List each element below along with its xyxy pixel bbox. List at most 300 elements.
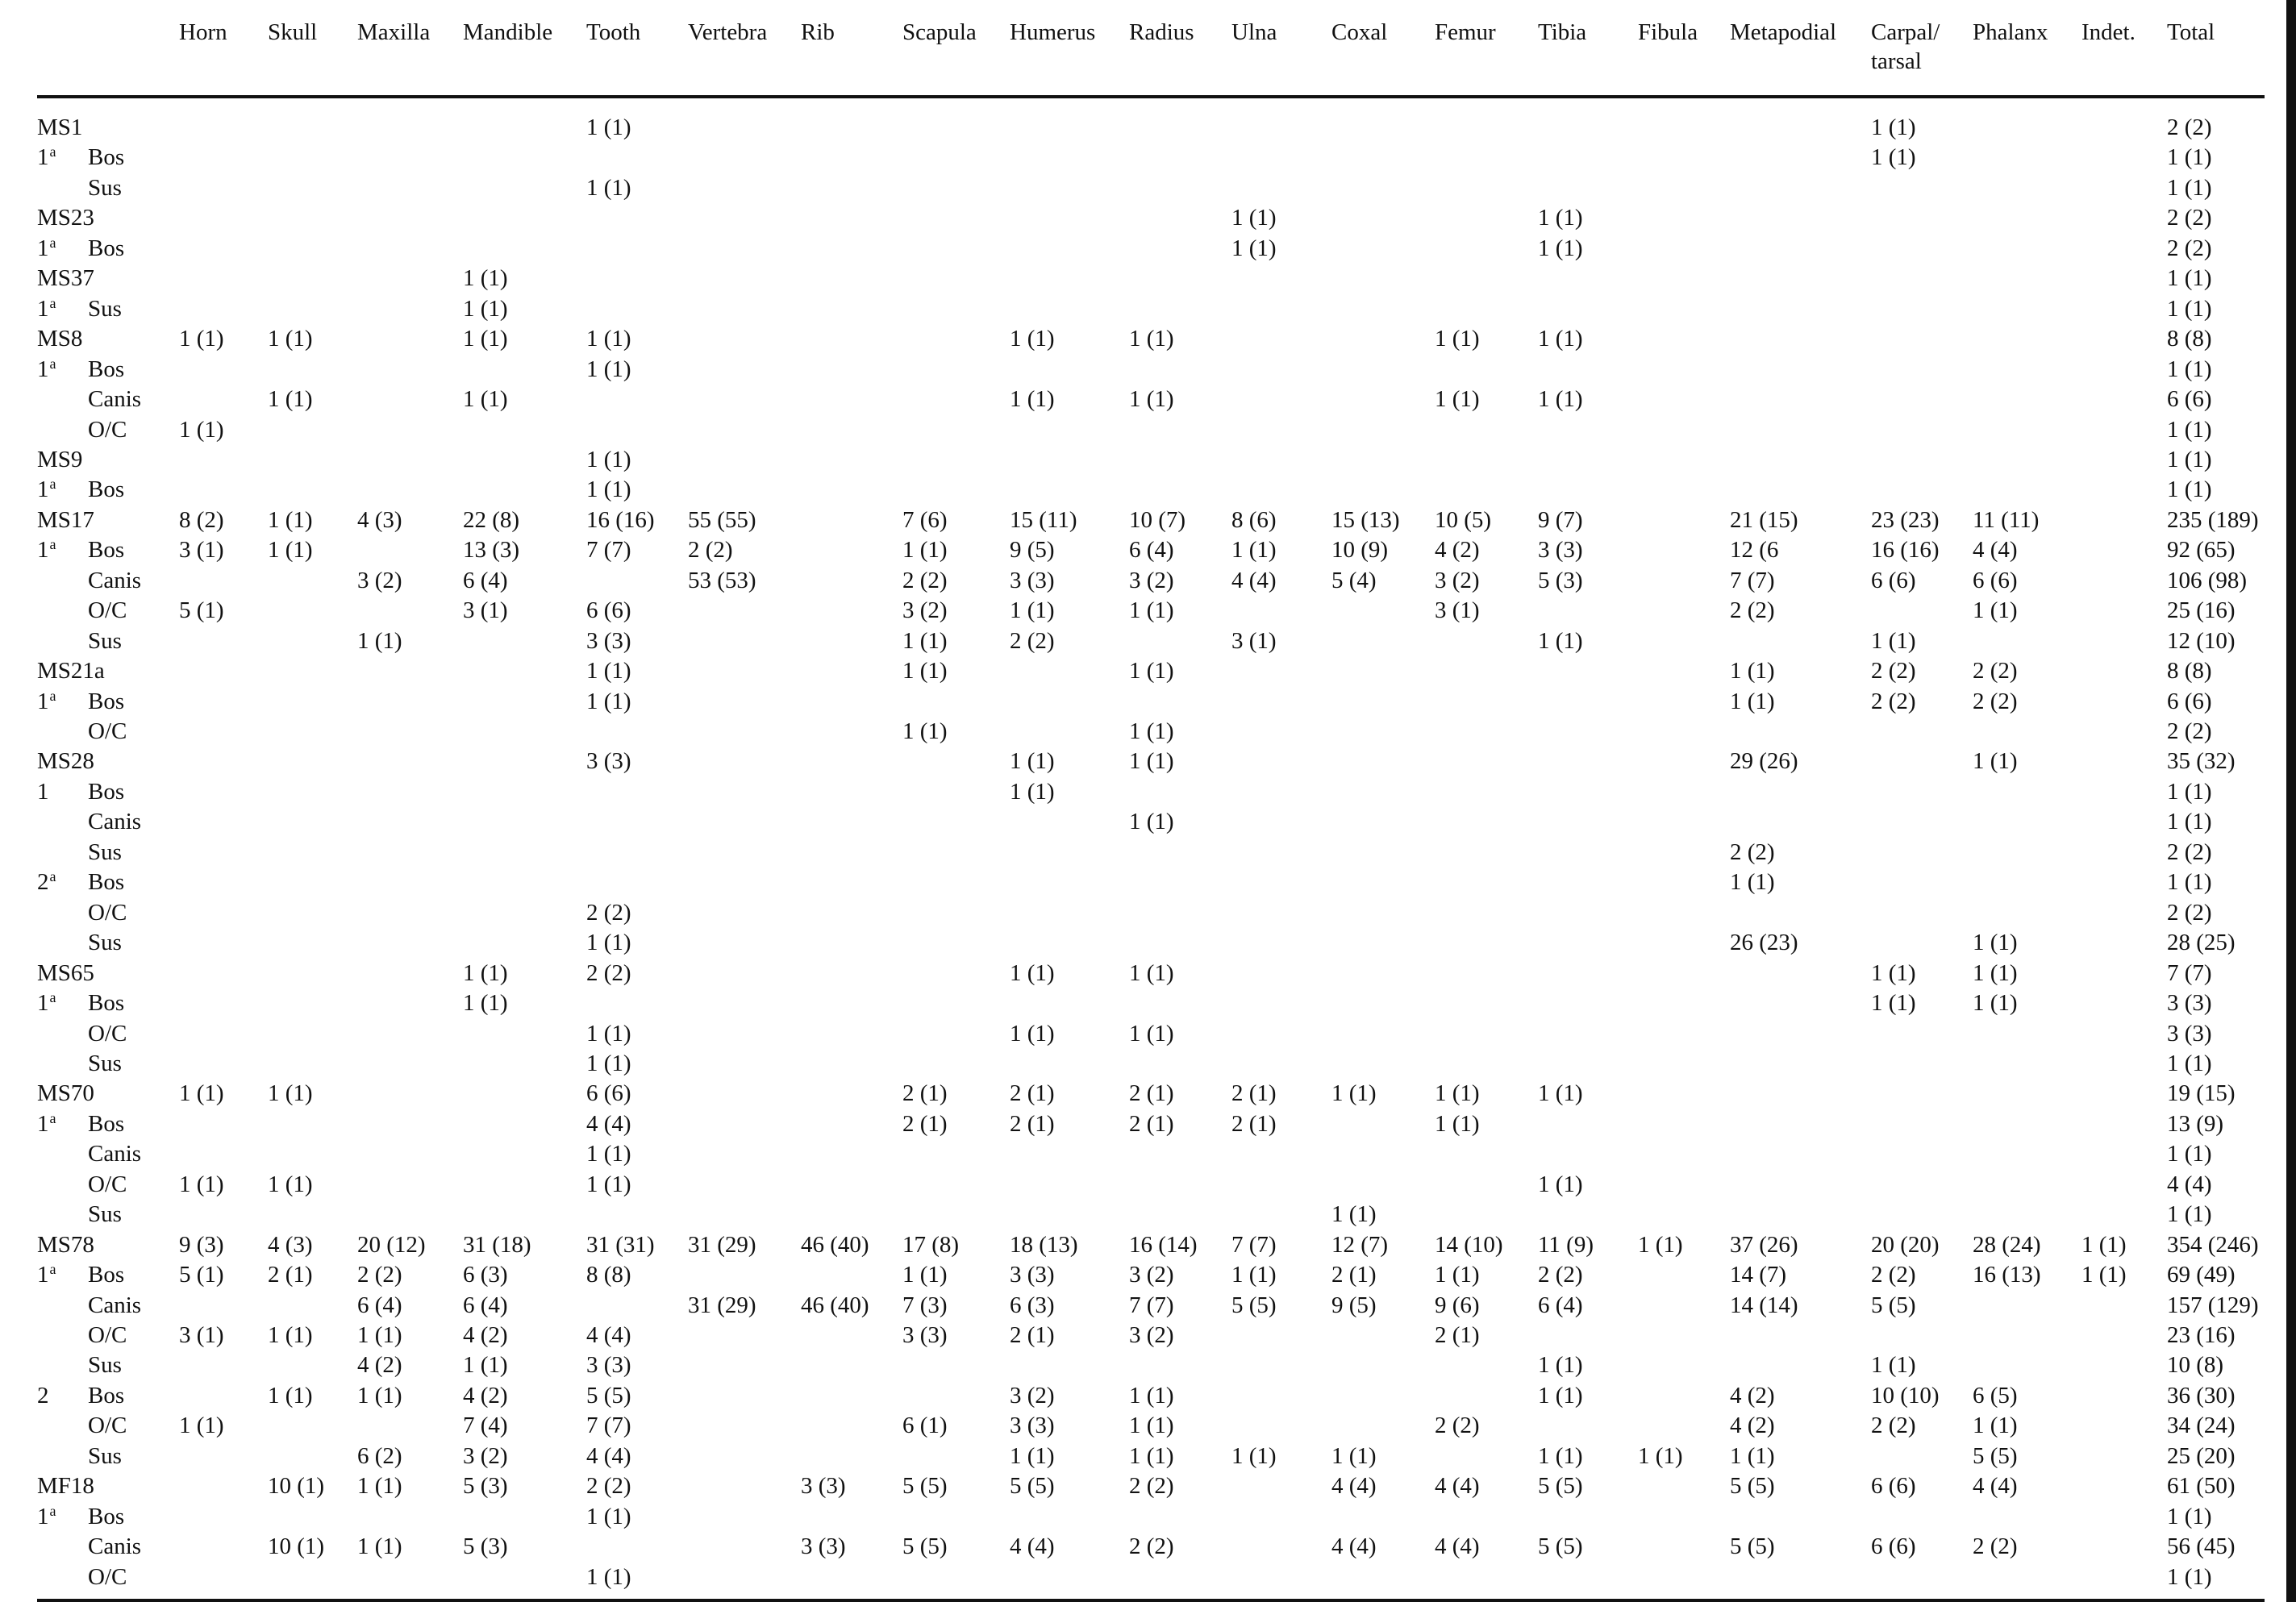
cell-carpal-tarsal: 16 (16) [1871,537,1940,564]
cell-radius: 16 (14) [1129,1231,1198,1258]
cell-mandible: 5 (3) [463,1473,508,1500]
cell-tibia: 1 (1) [1538,1382,1583,1409]
cell-humerus: 1 (1) [1010,778,1055,805]
phase-label [37,294,56,327]
cell-total: 1 (1) [2167,174,2212,201]
cell-coxal: 1 (1) [1331,1442,1377,1469]
table-row [0,234,2282,264]
cell-rib: 46 (40) [801,1292,869,1318]
cell-tooth: 8 (8) [586,1262,631,1288]
cell-radius: 2 (2) [1129,1533,1174,1560]
cell-radius: 1 (1) [1129,386,1174,413]
cell-tooth: 2 (2) [586,1473,631,1500]
cell-horn: 1 (1) [179,1171,224,1197]
taxon-label: Sus [88,838,122,865]
cell-total: 6 (6) [2167,386,2212,413]
site-label: MS21a [37,658,105,684]
cell-carpal-tarsal: 6 (6) [1871,567,1916,593]
column-header-metapodial: Metapodial [1730,19,1837,45]
cell-carpal-tarsal: 6 (6) [1871,1473,1916,1500]
cell-horn: 1 (1) [179,416,224,443]
table-row [0,1170,2282,1200]
cell-phalanx: 4 (4) [1973,1473,2018,1500]
taxon-label: Bos [88,778,125,805]
phase-number: 1 [37,990,49,1017]
cell-total: 1 (1) [2167,416,2212,443]
cell-tooth: 1 (1) [586,658,631,684]
taxon-label: O/C [88,718,127,744]
cell-radius: 10 (7) [1129,506,1186,533]
column-header-femur: Femur [1435,19,1496,45]
cell-vertebra: 31 (29) [688,1292,756,1318]
cell-carpal-tarsal: 1 (1) [1871,959,1916,986]
cell-metapodial: 1 (1) [1730,1442,1775,1469]
cell-rib: 3 (3) [801,1533,846,1560]
cell-phalanx: 4 (4) [1973,537,2018,564]
cell-femur: 9 (6) [1435,1292,1480,1318]
cell-ulna: 3 (1) [1231,627,1277,654]
table-row [0,717,2282,747]
cell-tooth: 4 (4) [586,1322,631,1348]
cell-mandible: 1 (1) [463,386,508,413]
cell-carpal-tarsal: 1 (1) [1871,627,1916,654]
table-row [0,143,2282,173]
cell-metapodial: 1 (1) [1730,688,1775,714]
cell-skull: 1 (1) [268,1382,313,1409]
cell-mandible: 1 (1) [463,265,508,292]
cell-total: 25 (20) [2167,1442,2236,1469]
phase-label [37,868,56,900]
cell-tooth: 1 (1) [586,1503,631,1529]
cell-scapula: 2 (2) [902,567,948,593]
cell-phalanx: 28 (24) [1973,1231,2041,1258]
phase-label [37,1260,56,1292]
cell-metapodial: 26 (23) [1730,930,1798,956]
cell-carpal-tarsal: 2 (2) [1871,658,1916,684]
column-header-coxal: Coxal [1331,19,1388,45]
cell-tooth: 2 (2) [586,959,631,986]
cell-scapula: 3 (3) [902,1322,948,1348]
cell-femur: 1 (1) [1435,386,1480,413]
cell-total: 354 (246) [2167,1231,2259,1258]
cell-femur: 4 (4) [1435,1533,1480,1560]
cell-femur: 14 (10) [1435,1231,1503,1258]
phase-footnote-marker: a [49,1261,56,1278]
table-row [0,868,2282,897]
cell-total: 56 (45) [2167,1533,2236,1560]
phase-label [37,1381,49,1411]
cell-metapodial: 4 (2) [1730,1413,1775,1439]
column-header-tooth: Tooth [586,19,641,45]
cell-tibia: 11 (9) [1538,1231,1594,1258]
cell-total: 61 (50) [2167,1473,2236,1500]
taxon-label: Bos [88,476,125,503]
cell-tibia: 1 (1) [1538,627,1583,654]
cell-radius: 1 (1) [1129,1442,1174,1469]
cell-horn: 5 (1) [179,1262,224,1288]
cell-tibia: 1 (1) [1538,1442,1583,1469]
table-row [0,535,2282,565]
cell-phalanx: 1 (1) [1973,959,2018,986]
cell-carpal-tarsal: 1 (1) [1871,1352,1916,1379]
cell-maxilla: 6 (2) [357,1442,402,1469]
cell-total: 1 (1) [2167,356,2212,382]
column-header-tibia: Tibia [1538,19,1587,45]
cell-skull: 1 (1) [268,1171,313,1197]
site-label: MS37 [37,265,94,292]
phase-label [37,1502,56,1534]
cell-maxilla: 1 (1) [357,1382,402,1409]
cell-vertebra: 31 (29) [688,1231,756,1258]
cell-total: 34 (24) [2167,1413,2236,1439]
cell-coxal: 5 (4) [1331,567,1377,593]
cell-radius: 6 (4) [1129,537,1174,564]
cell-horn: 9 (3) [179,1231,224,1258]
table-row [0,475,2282,505]
cell-ulna: 2 (1) [1231,1080,1277,1107]
cell-total: 1 (1) [2167,1141,2212,1167]
table-row [0,1200,2282,1230]
phase-number: 1 [37,1503,49,1529]
table-row [0,1291,2282,1321]
taxon-label: Canis [88,1141,142,1167]
cell-scapula: 1 (1) [902,1262,948,1288]
cell-tibia: 5 (5) [1538,1533,1583,1560]
cell-radius: 1 (1) [1129,1413,1174,1439]
column-header-mandible: Mandible [463,19,553,45]
phase-footnote-marker: a [49,144,56,160]
column-header-scapula: Scapula [902,19,977,45]
taxon-label: Bos [88,869,125,896]
phase-number: 1 [37,144,49,171]
taxon-label: Bos [88,688,125,714]
phase-number: 2 [37,1382,49,1409]
cell-maxilla: 20 (12) [357,1231,426,1258]
cell-mandible: 6 (3) [463,1262,508,1288]
cell-horn: 3 (1) [179,1322,224,1348]
cell-coxal: 1 (1) [1331,1201,1377,1228]
cell-humerus: 9 (5) [1010,537,1055,564]
cell-ulna: 1 (1) [1231,235,1277,261]
cell-mandible: 1 (1) [463,990,508,1017]
cell-ulna: 4 (4) [1231,567,1277,593]
table-row [0,1411,2282,1441]
phase-number: 2 [37,869,49,896]
cell-carpal-tarsal: 5 (5) [1871,1292,1916,1318]
cell-total: 8 (8) [2167,326,2212,352]
cell-horn: 1 (1) [179,1413,224,1439]
table-row [0,1532,2282,1562]
cell-radius: 7 (7) [1129,1292,1174,1318]
phase-label [37,475,56,507]
taxon-label: O/C [88,1413,127,1439]
cell-coxal: 15 (13) [1331,506,1400,533]
table-row [0,1230,2282,1260]
cell-total: 2 (2) [2167,235,2212,261]
phase-number: 1 [37,537,49,564]
cell-maxilla: 4 (2) [357,1352,402,1379]
table-row [0,1471,2282,1501]
taxon-label: Bos [88,356,125,382]
phase-label [37,355,56,387]
cell-total: 69 (49) [2167,1262,2236,1288]
cell-total: 1 (1) [2167,265,2212,292]
cell-femur: 4 (2) [1435,537,1480,564]
phase-number: 1 [37,356,49,382]
cell-total: 7 (7) [2167,959,2212,986]
table-row [0,324,2282,354]
taxon-label: Sus [88,930,122,956]
cell-tooth: 7 (7) [586,537,631,564]
cell-metapodial: 14 (7) [1730,1262,1787,1288]
cell-femur: 1 (1) [1435,326,1480,352]
cell-tooth: 1 (1) [586,1050,631,1076]
site-label: MF18 [37,1473,94,1500]
cell-total: 1 (1) [2167,1201,2212,1228]
site-label: MS70 [37,1080,94,1107]
cell-tooth: 1 (1) [586,1563,631,1590]
table-row [0,777,2282,807]
cell-femur: 2 (2) [1435,1413,1480,1439]
cell-humerus: 1 (1) [1010,386,1055,413]
cell-mandible: 3 (1) [463,597,508,624]
cell-humerus: 6 (3) [1010,1292,1055,1318]
cell-ulna: 5 (5) [1231,1292,1277,1318]
cell-femur: 10 (5) [1435,506,1492,533]
cell-scapula: 6 (1) [902,1413,948,1439]
taxon-label: Sus [88,174,122,201]
cell-phalanx: 1 (1) [1973,930,2018,956]
site-label: MS8 [37,326,83,352]
cell-tooth: 4 (4) [586,1110,631,1137]
phase-footnote-marker: a [49,234,56,251]
taxon-label: Bos [88,1382,125,1409]
site-label: MS65 [37,959,94,986]
phase-number: 1 [37,476,49,503]
cell-coxal: 10 (9) [1331,537,1389,564]
cell-metapodial: 5 (5) [1730,1473,1775,1500]
cell-femur: 1 (1) [1435,1110,1480,1137]
cell-humerus: 1 (1) [1010,748,1055,775]
cell-mandible: 22 (8) [463,506,520,533]
site-label: MS17 [37,506,94,533]
cell-tibia: 6 (4) [1538,1292,1583,1318]
cell-coxal: 2 (1) [1331,1262,1377,1288]
cell-tooth: 2 (2) [586,899,631,926]
cell-carpal-tarsal: 1 (1) [1871,990,1916,1017]
taxon-label: O/C [88,1322,127,1348]
cell-tibia: 5 (5) [1538,1473,1583,1500]
column-header-carpal-tarsal [1871,18,1940,76]
cell-mandible: 6 (4) [463,567,508,593]
cell-total: 235 (189) [2167,506,2259,533]
cell-carpal-tarsal: 6 (6) [1871,1533,1916,1560]
cell-tibia: 1 (1) [1538,1080,1583,1107]
column-header-vertebra: Vertebra [688,19,768,45]
cell-tibia: 1 (1) [1538,386,1583,413]
cell-skull: 1 (1) [268,506,313,533]
cell-carpal-tarsal: 2 (2) [1871,688,1916,714]
cell-mandible: 4 (2) [463,1382,508,1409]
cell-tooth: 3 (3) [586,1352,631,1379]
cell-metapodial: 1 (1) [1730,869,1775,896]
cell-phalanx: 5 (5) [1973,1442,2018,1469]
table-row [0,1139,2282,1169]
cell-mandible: 1 (1) [463,1352,508,1379]
cell-phalanx: 6 (6) [1973,567,2018,593]
column-header-total: Total [2167,19,2215,45]
table-row [0,656,2282,686]
phase-footnote-marker: a [49,1502,56,1519]
cell-scapula: 5 (5) [902,1473,948,1500]
taxon-label: Bos [88,1262,125,1288]
cell-humerus: 3 (3) [1010,1413,1055,1439]
cell-total: 2 (2) [2167,718,2212,744]
cell-total: 3 (3) [2167,990,2212,1017]
cell-scapula: 7 (6) [902,506,948,533]
site-label: MS23 [37,205,94,231]
cell-total: 2 (2) [2167,205,2212,231]
phase-label [37,535,56,568]
cell-total: 19 (15) [2167,1080,2236,1107]
cell-fibula: 1 (1) [1638,1231,1683,1258]
cell-metapodial: 29 (26) [1730,748,1798,775]
cell-femur: 2 (1) [1435,1322,1480,1348]
cell-radius: 3 (2) [1129,1322,1174,1348]
phase-number: 1 [37,295,49,322]
table-row [0,596,2282,626]
taxon-label: O/C [88,899,127,926]
phase-footnote-marker: a [49,868,56,885]
cell-mandible: 1 (1) [463,326,508,352]
cell-vertebra: 55 (55) [688,506,756,533]
cell-ulna: 1 (1) [1231,537,1277,564]
table-row [0,355,2282,385]
phase-label [37,988,56,1021]
header-rule [37,95,2265,98]
cell-tooth: 6 (6) [586,1080,631,1107]
cell-total: 23 (16) [2167,1322,2236,1348]
cell-radius: 1 (1) [1129,326,1174,352]
table-row [0,959,2282,988]
phase-label [37,777,49,807]
cell-skull: 1 (1) [268,1322,313,1348]
cell-phalanx: 2 (2) [1973,658,2018,684]
cell-tooth: 6 (6) [586,597,631,624]
taxon-label: Sus [88,1201,122,1228]
cell-humerus: 15 (11) [1010,506,1077,533]
cell-tooth: 1 (1) [586,174,631,201]
cell-phalanx: 16 (13) [1973,1262,2041,1288]
table-row [0,988,2282,1018]
column-header-fibula: Fibula [1638,19,1698,45]
column-header-line: tarsal [1871,48,1922,74]
cell-tooth: 1 (1) [586,688,631,714]
cell-indet: 1 (1) [2081,1231,2127,1258]
cell-horn: 3 (1) [179,537,224,564]
cell-tooth: 1 (1) [586,446,631,472]
cell-total: 13 (9) [2167,1110,2224,1137]
cell-carpal-tarsal: 1 (1) [1871,144,1916,171]
table-row [0,1079,2282,1109]
cell-vertebra: 53 (53) [688,567,756,593]
site-label: MS9 [37,446,83,472]
cell-scapula: 1 (1) [902,658,948,684]
cell-humerus: 1 (1) [1010,326,1055,352]
cell-ulna: 1 (1) [1231,205,1277,231]
cell-rib: 46 (40) [801,1231,869,1258]
cell-radius: 3 (2) [1129,1262,1174,1288]
cell-total: 8 (8) [2167,658,2212,684]
cell-ulna: 2 (1) [1231,1110,1277,1137]
column-header-line: Carpal/ [1871,19,1940,45]
cell-metapodial: 1 (1) [1730,658,1775,684]
cell-humerus: 2 (2) [1010,627,1055,654]
taxon-label: Canis [88,386,142,413]
column-header-phalanx: Phalanx [1973,19,2048,45]
taxon-label: Bos [88,1503,125,1529]
phase-label [37,234,56,266]
taxon-label: Bos [88,235,125,261]
cell-radius: 1 (1) [1129,597,1174,624]
phase-footnote-marker: a [49,1109,56,1126]
taxon-label: Canis [88,809,142,835]
cell-mandible: 5 (3) [463,1533,508,1560]
cell-scapula: 3 (2) [902,597,948,624]
taxon-label: Bos [88,1110,125,1137]
cell-radius: 1 (1) [1129,658,1174,684]
cell-total: 157 (129) [2167,1292,2259,1318]
table-row [0,928,2282,958]
cell-humerus: 5 (5) [1010,1473,1055,1500]
cell-coxal: 1 (1) [1331,1080,1377,1107]
table-row [0,566,2282,596]
cell-total: 1 (1) [2167,809,2212,835]
cell-total: 2 (2) [2167,899,2212,926]
cell-maxilla: 3 (2) [357,567,402,593]
cell-tibia: 1 (1) [1538,1171,1583,1197]
cell-tooth: 1 (1) [586,930,631,956]
cell-scapula: 2 (1) [902,1110,948,1137]
table-row [0,1381,2282,1411]
cell-phalanx: 2 (2) [1973,688,2018,714]
cell-horn: 5 (1) [179,597,224,624]
cell-total: 1 (1) [2167,869,2212,896]
cell-ulna: 1 (1) [1231,1442,1277,1469]
phase-label [37,143,56,175]
cell-femur: 1 (1) [1435,1262,1480,1288]
table-row [0,203,2282,233]
cell-ulna: 8 (6) [1231,506,1277,533]
taxon-label: Canis [88,1292,142,1318]
cell-total: 1 (1) [2167,1050,2212,1076]
cell-maxilla: 4 (3) [357,506,402,533]
cell-radius: 2 (1) [1129,1110,1174,1137]
table-row [0,747,2282,776]
cell-total: 1 (1) [2167,1503,2212,1529]
cell-total: 2 (2) [2167,838,2212,865]
cell-radius: 2 (2) [1129,1473,1174,1500]
taxon-label: Sus [88,1352,122,1379]
cell-tooth: 3 (3) [586,748,631,775]
cell-metapodial: 7 (7) [1730,567,1775,593]
cell-tooth: 1 (1) [586,1020,631,1047]
cell-carpal-tarsal: 20 (20) [1871,1231,1940,1258]
cell-radius: 2 (1) [1129,1080,1174,1107]
cell-humerus: 2 (1) [1010,1080,1055,1107]
cell-tibia: 1 (1) [1538,1352,1583,1379]
cell-total: 35 (32) [2167,748,2236,775]
